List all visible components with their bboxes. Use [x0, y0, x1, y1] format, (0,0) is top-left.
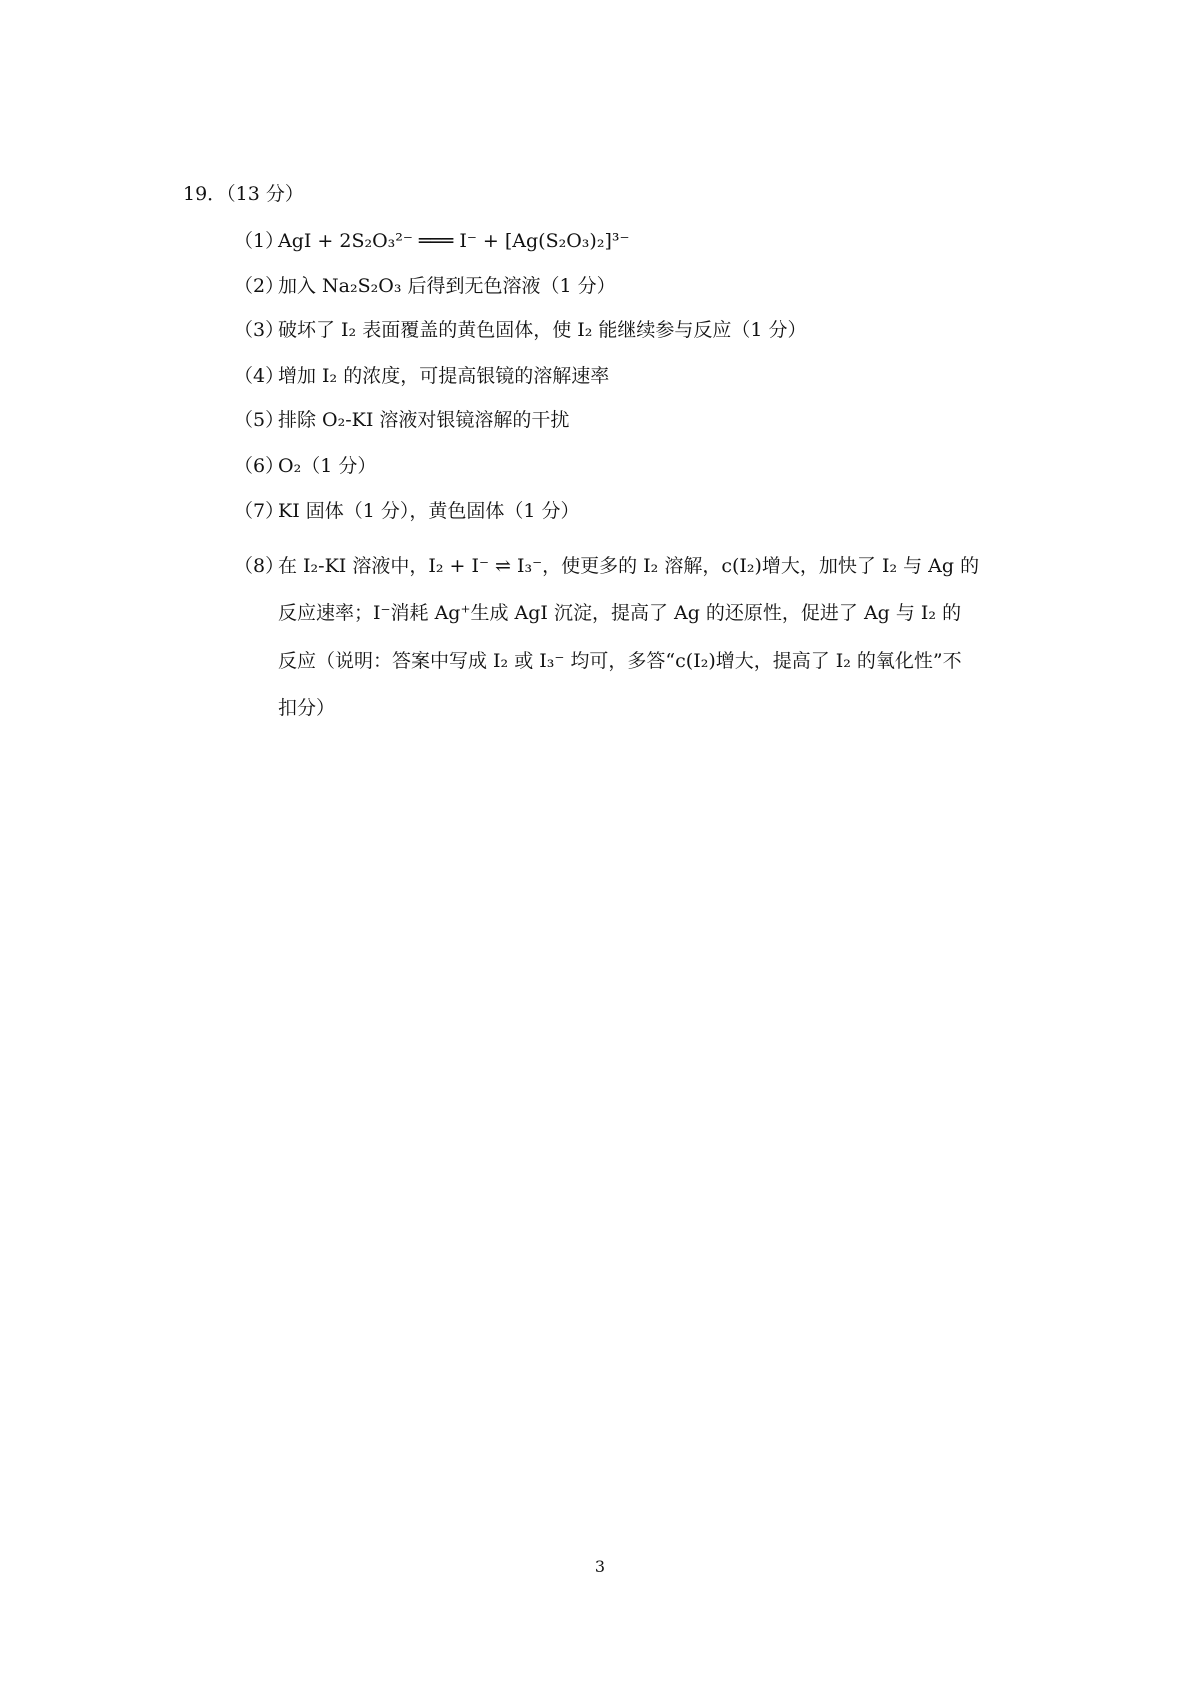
answer-8-line-1: 在 I₂-KI 溶液中，I₂ + I⁻ ⇌ I₃⁻，使更多的 I₂ 溶解，c(I₂)增大，加快了 I₂ 与 Ag 的 — [278, 555, 980, 577]
page-number: 3 — [594, 1557, 606, 1576]
answer-3-number: （3） — [234, 319, 285, 341]
answer-6 — [234, 451, 376, 481]
answer-7-text: KI 固体（1 分），黄色固体（1 分） — [278, 500, 580, 522]
answer-5-text: 排除 O₂-KI 溶液对银镜溶解的干扰 — [278, 409, 570, 431]
answer-1 — [234, 226, 630, 256]
answer-8-number: （8） — [234, 555, 285, 577]
answer-2 — [234, 271, 616, 301]
answer-6-number: （6） — [234, 455, 285, 477]
answer-4-text: 增加 I₂ 的浓度，可提高银镜的溶解速率 — [278, 365, 610, 387]
answer-8 — [234, 551, 979, 581]
answer-5-number: （5） — [234, 409, 285, 431]
answer-1-text: AgI + 2S₂O₃²⁻ ═══ I⁻ + [Ag(S₂O₃)₂]³⁻ — [278, 230, 630, 252]
question-19-header: 19．（13 分） — [183, 183, 304, 205]
answer-5 — [234, 405, 569, 435]
answer-4-number: （4） — [234, 365, 285, 387]
answer-2-text: 加入 Na₂S₂O₃ 后得到无色溶液（1 分） — [278, 275, 616, 297]
answer-3-text: 破坏了 I₂ 表面覆盖的黄色固体，使 I₂ 能继续参与反应（1 分） — [278, 319, 807, 341]
answer-6-text: O₂（1 分） — [278, 455, 377, 477]
answer-7 — [234, 496, 580, 526]
answer-3 — [234, 315, 807, 345]
answer-8-line-2: 反应速率；I⁻消耗 Ag⁺生成 AgI 沉淀，提高了 Ag 的还原性，促进了 Ag 与 I₂ 的 — [278, 602, 962, 624]
answer-1-number: （1） — [234, 230, 285, 252]
answer-7-number: （7） — [234, 500, 285, 522]
answer-4 — [234, 361, 609, 391]
answer-2-number: （2） — [234, 275, 285, 297]
answer-8-line-4: 扣分） — [278, 697, 336, 719]
answer-8-line-3: 反应（说明：答案中写成 I₂ 或 I₃⁻ 均可，多答“c(I₂)增大，提高了 I₂ 的氧化性”不 — [278, 650, 962, 672]
